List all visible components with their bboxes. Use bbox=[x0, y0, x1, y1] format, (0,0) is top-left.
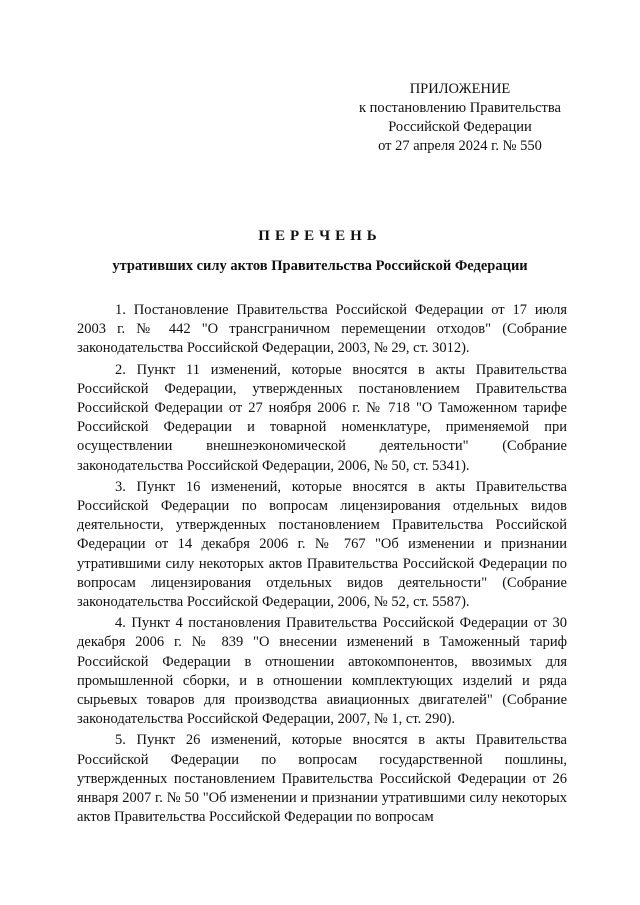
document-body bbox=[77, 301, 567, 827]
list-item: 4. Пункт 4 постановления Правительства Российской Федерации от 30 декабря 2006 г. № 839 "О внесении изменений в Таможенный тариф Российской Федерации в отношении автокомпонентов, ввозимых для промышленной сборки, и в отношении комплектующих изделий и ряда сырьевых товаров для производства авиационных двигателей" (Собрание законодательства Российской Федерации, 2007, № 1, ст. 290). bbox=[77, 615, 567, 728]
document-title: ПЕРЕЧЕНЬ bbox=[258, 228, 382, 244]
document-heading bbox=[0, 226, 640, 276]
list-item: 1. Постановление Правительства Российской Федерации от 17 июля 2003 г. № 442 "О трансграничном перемещении отходов" (Собрание законодательства Российской Федерации, 2003, № 29, ст. 3012). bbox=[77, 302, 567, 357]
appendix-reference: к постановлению Правительства bbox=[359, 100, 561, 116]
list-item: 5. Пункт 26 изменений, которые вносятся в акты Правительства Российской Федерации по вопросам государственной пошлины, утвержденных постановлением Правительства Российской Федерации от 26 января 2007 г. № 50 "Об изменении и признании утратившими силу некоторых актов Правительства Российской Федерации по вопросам bbox=[77, 732, 567, 826]
document-subtitle: утративших силу актов Правительства Российской Федерации bbox=[112, 258, 528, 274]
appendix-label: ПРИЛОЖЕНИЕ bbox=[409, 81, 511, 97]
appendix-authority: Российской Федерации bbox=[388, 119, 532, 135]
appendix-date-number: от 27 апреля 2024 г. № 550 bbox=[378, 138, 542, 154]
list-item: 3. Пункт 16 изменений, которые вносятся в акты Правительства Российской Федерации по вопросам лицензирования отдельных видов деятельности, утвержденных постановлением Правительства Российской Федерации от 14 декабря 2006 г. № 767 "Об изменении и признании утратившими силу некоторых актов Правительства Российской Федерации по вопросам лицензирования отдельных видов деятельности" (Собрание законодательства Российской Федерации, 2006, № 52, ст. 5587). bbox=[77, 478, 567, 611]
list-item: 2. Пункт 11 изменений, которые вносятся в акты Правительства Российской Федерации, утвержденных постановлением Правительства Российской Федерации от 27 ноября 2006 г. № 718 "О Таможенном тарифе Российской Федерации и товарной номенклатуре, применяемой при осуществлении внешнеэкономической деятельности" (Собрание законодательства Российской Федерации, 2006, № 50, ст. 5341). bbox=[77, 361, 567, 474]
appendix-block bbox=[340, 80, 580, 156]
